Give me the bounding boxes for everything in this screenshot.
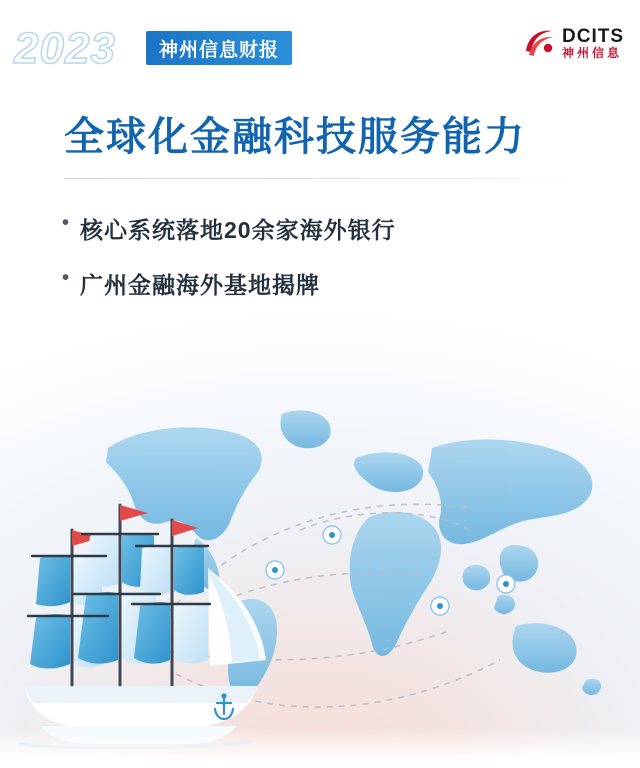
logo-wordmark — [562, 27, 624, 60]
location-pin-node — [497, 575, 515, 593]
sailing-ship-illustration — [20, 505, 266, 748]
world-map-with-sailing-ship-illustration — [0, 330, 640, 768]
location-pin-node — [431, 597, 449, 615]
title-block — [0, 112, 640, 179]
bullet-dot-icon: • — [62, 267, 71, 289]
location-pin-node — [266, 561, 284, 579]
list-item — [62, 267, 396, 300]
list-item-label: 核心系统落地20余家海外银行 — [80, 217, 396, 243]
year-watermark: 2023 — [14, 24, 116, 73]
bottom-fade — [0, 728, 640, 768]
header-bar — [0, 0, 640, 92]
report-tag — [146, 31, 292, 65]
logo-cn-text: 神州信息 — [562, 45, 623, 60]
list-item — [62, 212, 396, 245]
dcits-swirl-logo-icon — [522, 26, 556, 60]
bullet-dot-icon: • — [62, 212, 71, 234]
page-title: 全球化金融科技服务能力 — [64, 115, 526, 159]
highlight-list — [62, 212, 396, 322]
brand-logo — [522, 26, 624, 60]
location-pin-node — [323, 526, 341, 544]
list-item-label: 广州金融海外基地揭牌 — [80, 272, 321, 298]
logo-en-text: DCITS — [562, 25, 624, 47]
title-divider — [64, 178, 580, 179]
report-tag-label: 神州信息财报 — [159, 39, 280, 61]
